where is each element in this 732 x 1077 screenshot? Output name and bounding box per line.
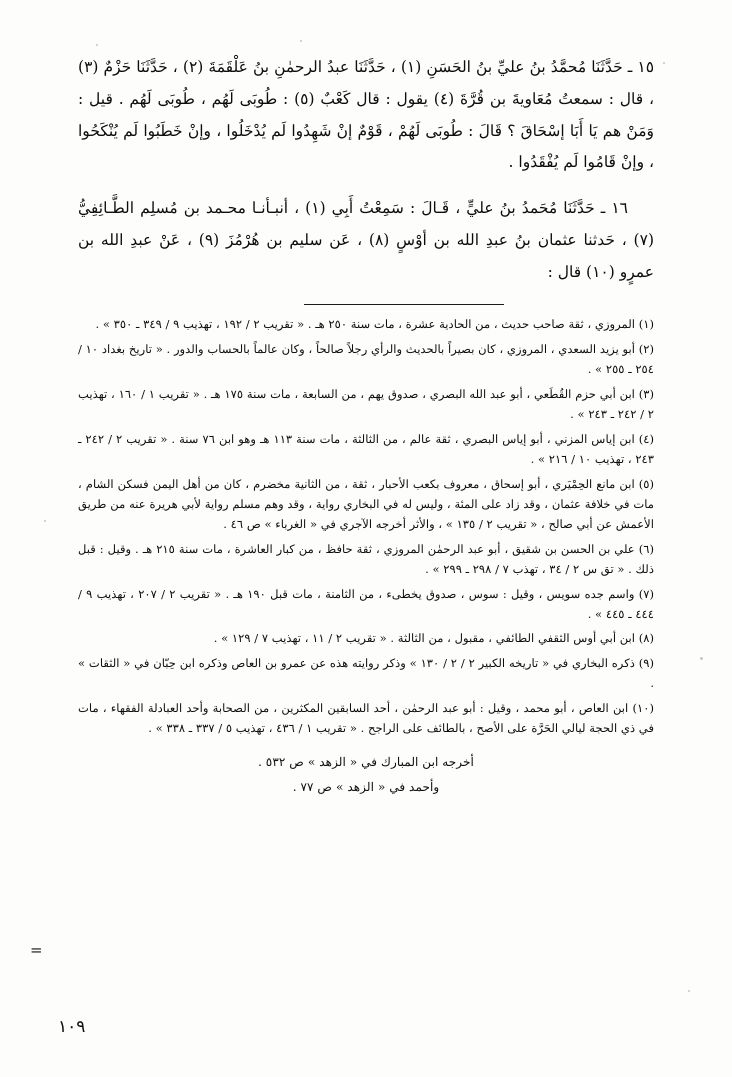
footnote-text: ابن العاص ، أبو محمد ، وقيل : أبو عبد الرحمٰن ، أحد السابقين المكثرين ، من الصحابة وأحد العبادلة الفقهاء ، مات في ذي الحجة ليالي الحَرَّة على الأصح ، بالطائف على الراجح . « تقريب ١ / ٤٣٦ ، تهذيب ٥ / ٣٣٧ ـ ٣٣٨ » . [78,701,654,736]
footnote-item [78,340,654,380]
footnote-item [78,475,654,535]
footnote-marker: (٨) [638,631,654,646]
footnote-item [78,540,654,580]
footnote-marker: (٢) [638,342,655,357]
footnote-marker: (٤) [638,432,655,447]
footnote-marker: (٩) [638,656,655,671]
footnote-marker: (٣) [638,387,655,402]
footnote-text: ابن أبي أوس الثقفي الطائفي ، مقبول ، من الثالثة . « تقريب ٢ / ١١ ، تهذيب ٧ / ١٢٩ » . [213,631,636,646]
main-text-block [78,52,654,288]
footnote-item [78,629,654,649]
scan-speck [663,62,665,64]
footnote-item [78,385,654,425]
footnote-item [78,699,654,739]
footnote-item [78,654,654,694]
hadith-paragraph-16: ١٦ ـ حَدَّثَنَا مُحَمدُ بنُ عليٍّ ، قَـالَ : سَمِعْتُ أَبِي (١) ، أنبـأنـا محـمد بن مُسلِم الطَّـائِفِيُّ (٧) ، حَدثنا عثمان بنُ عبدِ الله بن أوْسٍ (٨) ، عَن سليم بن هُرْمُزَ (٩) ، عَنْ عبدِ الله بن عمرٍو (١٠) قال : [78,199,654,281]
footnote-item [78,315,654,335]
footnotes-block [78,315,654,739]
continuation-mark: = [30,941,43,959]
source-reference-line: وأحمد في « الزهد » ص ٧٧ . [292,780,440,795]
scan-speck [300,40,302,42]
scan-speck [688,990,690,992]
footnote-marker: (٦) [638,541,655,556]
footnote-text: ذكره البخاري في « تاريخه الكبير ٢ / ٢ / ١٣٠ » وذكر روايته هذه عن عمرو بن العاص وذكره ابن حِبّان في « الثقات » . [78,656,654,691]
footnote-text: ابن مانع الحِمْيَري ، أبو إسحاق ، معروف بكعب الأحبار ، ثقة ، من الثانية مخضرم ، كان من أهل اليمن فسكن الشام ، مات في خلافة عثمان ، وقد زاد على المئة ، وليس له في البخاري رواية ، وقد وهم مسلم رواية لأبي هريرة عنه من طريق الأعمش عن أبي صالح ، « تقريب ٢ / ١٣٥ » ، والأثر أخرجه الآجري في « الغرباء » ص ٤٦ . [78,476,654,531]
page-content [78,52,654,1037]
footnote-text: واسم جده سويس ، وقيل : سوس ، صدوق يخطىء ، من الثامنة ، مات قبل ١٩٠ هـ . « تقريب ٢ / ٢٠٧ ، تهذيب ٩ / ٤٤٤ ـ ٤٤٥ » . [78,586,654,621]
page-number: ١٠٩ [58,1017,86,1037]
scan-speck [700,657,703,660]
footnote-marker: (٧) [638,586,655,601]
footnote-marker: (١٠) [632,701,654,716]
footnote-marker: (١) [638,317,654,332]
footnote-item [78,430,654,470]
footnote-item [78,585,654,625]
hadith-paragraph-15: ١٥ ـ حَدَّثَنَا مُحمَّدُ بنُ عليِّ بنُ الحَسَنِ (١) ، حَدَّثَنَا عبدُ الرحمٰنِ بنُ عَلْقَمَةَ (٢) ، حَدَّثَنَا حَزْمٌ (٣) ، قال : سمعتُ مُعَاويةَ بن قُرَّةَ (٤) يقول : قال كَعْبٌ (٥) : طُوبَى لَهُم ، طُوبَى لَهُم . قيل : وَمَنْ هم يَا أَبَا إسْحَاقَ ؟ قَالَ : طُوبَى لَهُمْ ، قَوْمٌ إنْ شَهِدُوا لَم يُدْخَلُوا ، وإنْ خَطَبُوا لَم يُنْكَحُوا ، وإنْ قَامُوا لَم يُفْقَدُوا . [78,58,655,172]
footnote-separator [78,304,654,305]
footnote-text: أبو يزيد السعدي ، المروزي ، كان بصيراً بالحديث والرأي رجلاً صالحاً ، وكان عالماً بالحساب والدور . « تاريخ بغداد ١٠ / ٢٥٤ ـ ٢٥٥ » . [78,342,654,377]
footnote-marker: (٥) [638,476,654,491]
source-reference-line: أخرجه ابن المبارك في « الزهد » ص ٥٣٢ . [258,755,474,770]
scan-speck [96,44,98,46]
footnote-text: المروزي ، ثقة صاحب حديث ، من الحادية عشرة ، مات سنة ٢٥٠ هـ . « تقريب ٢ / ١٩٢ ، تهذيب ٩ / ٣٤٩ ـ ٣٥٠ » . [95,317,636,332]
footnote-text: ابن إياس المزني ، أبو إياس البصري ، ثقة عالم ، من الثالثة ، مات سنة ١١٣ هـ وهو ابن ٧٦ سنة . « تقريب ٢ / ٢٤٢ ـ ٢٤٣ ، تهذيب ١٠ / ٢١٦ » . [78,432,654,466]
scan-speck [44,520,46,522]
footnote-text: علي بن الحسن بن شقيق ، أبو عبد الرحمٰن المروزي ، ثقة حافظ ، من كبار العاشرة ، مات سنة ٢١٥ هـ . وقيل : قبل ذلك . « تق س ٢ / ٣٤ ، تهذب ٧ / ٢٩٨ ـ ٢٩٩ » . [78,541,654,576]
source-references [78,751,654,799]
footnote-separator-line [304,304,504,305]
footnote-text: ابن أبي حزم القُطَعي ، أبو عبد الله البصري ، صدوق يهم ، من السابعة ، مات سنة ١٧٥ هـ . « تقريب ١ / ١٦٠ ، تهذيب ٢ / ٢٤٢ ـ ٢٤٣ » . [78,387,654,422]
